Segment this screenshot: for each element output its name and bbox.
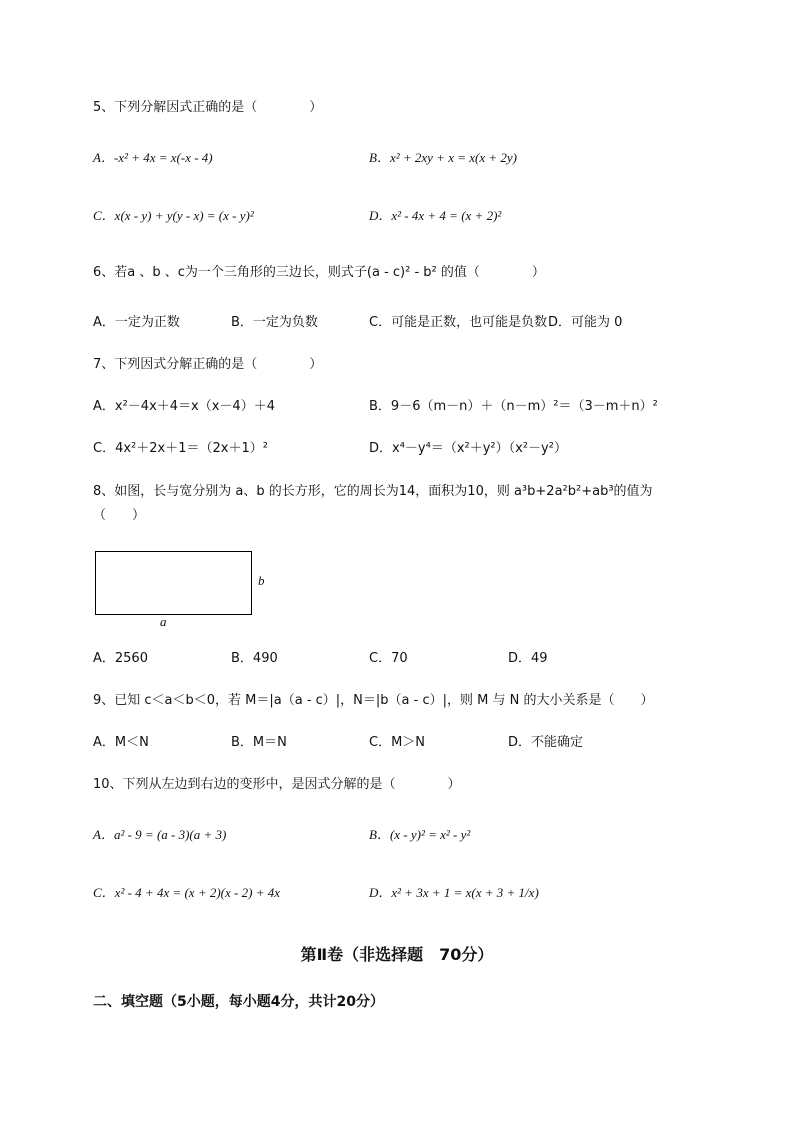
q5-option-b: B．x² + 2xy + x = x(x + 2y)	[369, 150, 517, 165]
rectangle-width-label: b	[258, 573, 265, 588]
q7-option-a: A．x²－4x＋4＝x（x－4）＋4	[93, 399, 275, 414]
q5-option-a: A．-x² + 4x = x(-x - 4)	[93, 150, 213, 165]
q10-option-a: A．a² - 9 = (a - 3)(a + 3)	[93, 827, 227, 842]
q5-option-c: C．x(x - y) + y(y - x) = (x - y)²	[93, 208, 254, 223]
q9-option-a: A．M＜N	[93, 735, 149, 750]
q8-stem-answer-blank: （ ）	[93, 508, 146, 523]
part-two-title: 第Ⅱ卷（非选择题 70分）	[300, 945, 494, 964]
q5-stem: 5、下列分解因式正确的是（ ）	[93, 100, 323, 115]
q10-option-c: C．x² - 4 + 4x = (x + 2)(x - 2) + 4x	[93, 885, 280, 900]
rectangle-length-label: a	[160, 614, 167, 629]
q5-option-d: D．x² - 4x + 4 = (x + 2)²	[369, 208, 502, 223]
q10-option-d: D．x² + 3x + 1 = x(x + 3 + 1/x)	[369, 885, 539, 900]
q10-option-b: B．(x - y)² = x² - y²	[369, 827, 471, 842]
q9-option-d: D．不能确定	[508, 735, 584, 750]
q6-option-c: C．可能是正数，也可能是负数	[369, 315, 548, 330]
q6-option-a: A．一定为正数	[93, 315, 180, 330]
q8-option-d: D．49	[508, 651, 548, 666]
q6-option-d: D．可能为 0	[548, 315, 623, 330]
q8-stem: 8、如图，长与宽分别为 a、b 的长方形，它的周长为14，面积为10，则 a³b+2a²b²+ab³的值为	[93, 484, 653, 499]
q7-option-b: B．9－6（m－n）＋（n－m）²＝（3－m＋n）²	[369, 399, 658, 414]
q6-option-b: B．一定为负数	[231, 315, 318, 330]
q7-option-c: C．4x²＋2x＋1＝（2x＋1）²	[93, 441, 268, 456]
q9-option-c: C．M＞N	[369, 735, 426, 750]
q8-option-c: C．70	[369, 651, 408, 666]
q10-stem: 10、下列从左边到右边的变形中，是因式分解的是（ ）	[93, 777, 461, 792]
q9-option-b: B．M＝N	[231, 735, 287, 750]
q7-stem: 7、下列因式分解正确的是（ ）	[93, 357, 323, 372]
q7-option-d: D．x⁴－y⁴＝（x²＋y²）（x²－y²）	[369, 441, 567, 456]
q8-option-a: A．2560	[93, 651, 148, 666]
q6-stem: 6、若a 、b 、c为一个三角形的三边长，则式子(a - c)² - b² 的值（ ）	[93, 265, 545, 280]
q9-stem: 9、已知 c＜a＜b＜0，若 M＝|a（a - c）|，N＝|b（a - c）|，则 M 与 N 的大小关系是（ ）	[93, 693, 654, 708]
q8-option-b: B．490	[231, 651, 278, 666]
rectangle-figure	[95, 551, 252, 615]
section-two-title: 二、填空题（5小题，每小题4分，共计20分）	[93, 994, 384, 1010]
